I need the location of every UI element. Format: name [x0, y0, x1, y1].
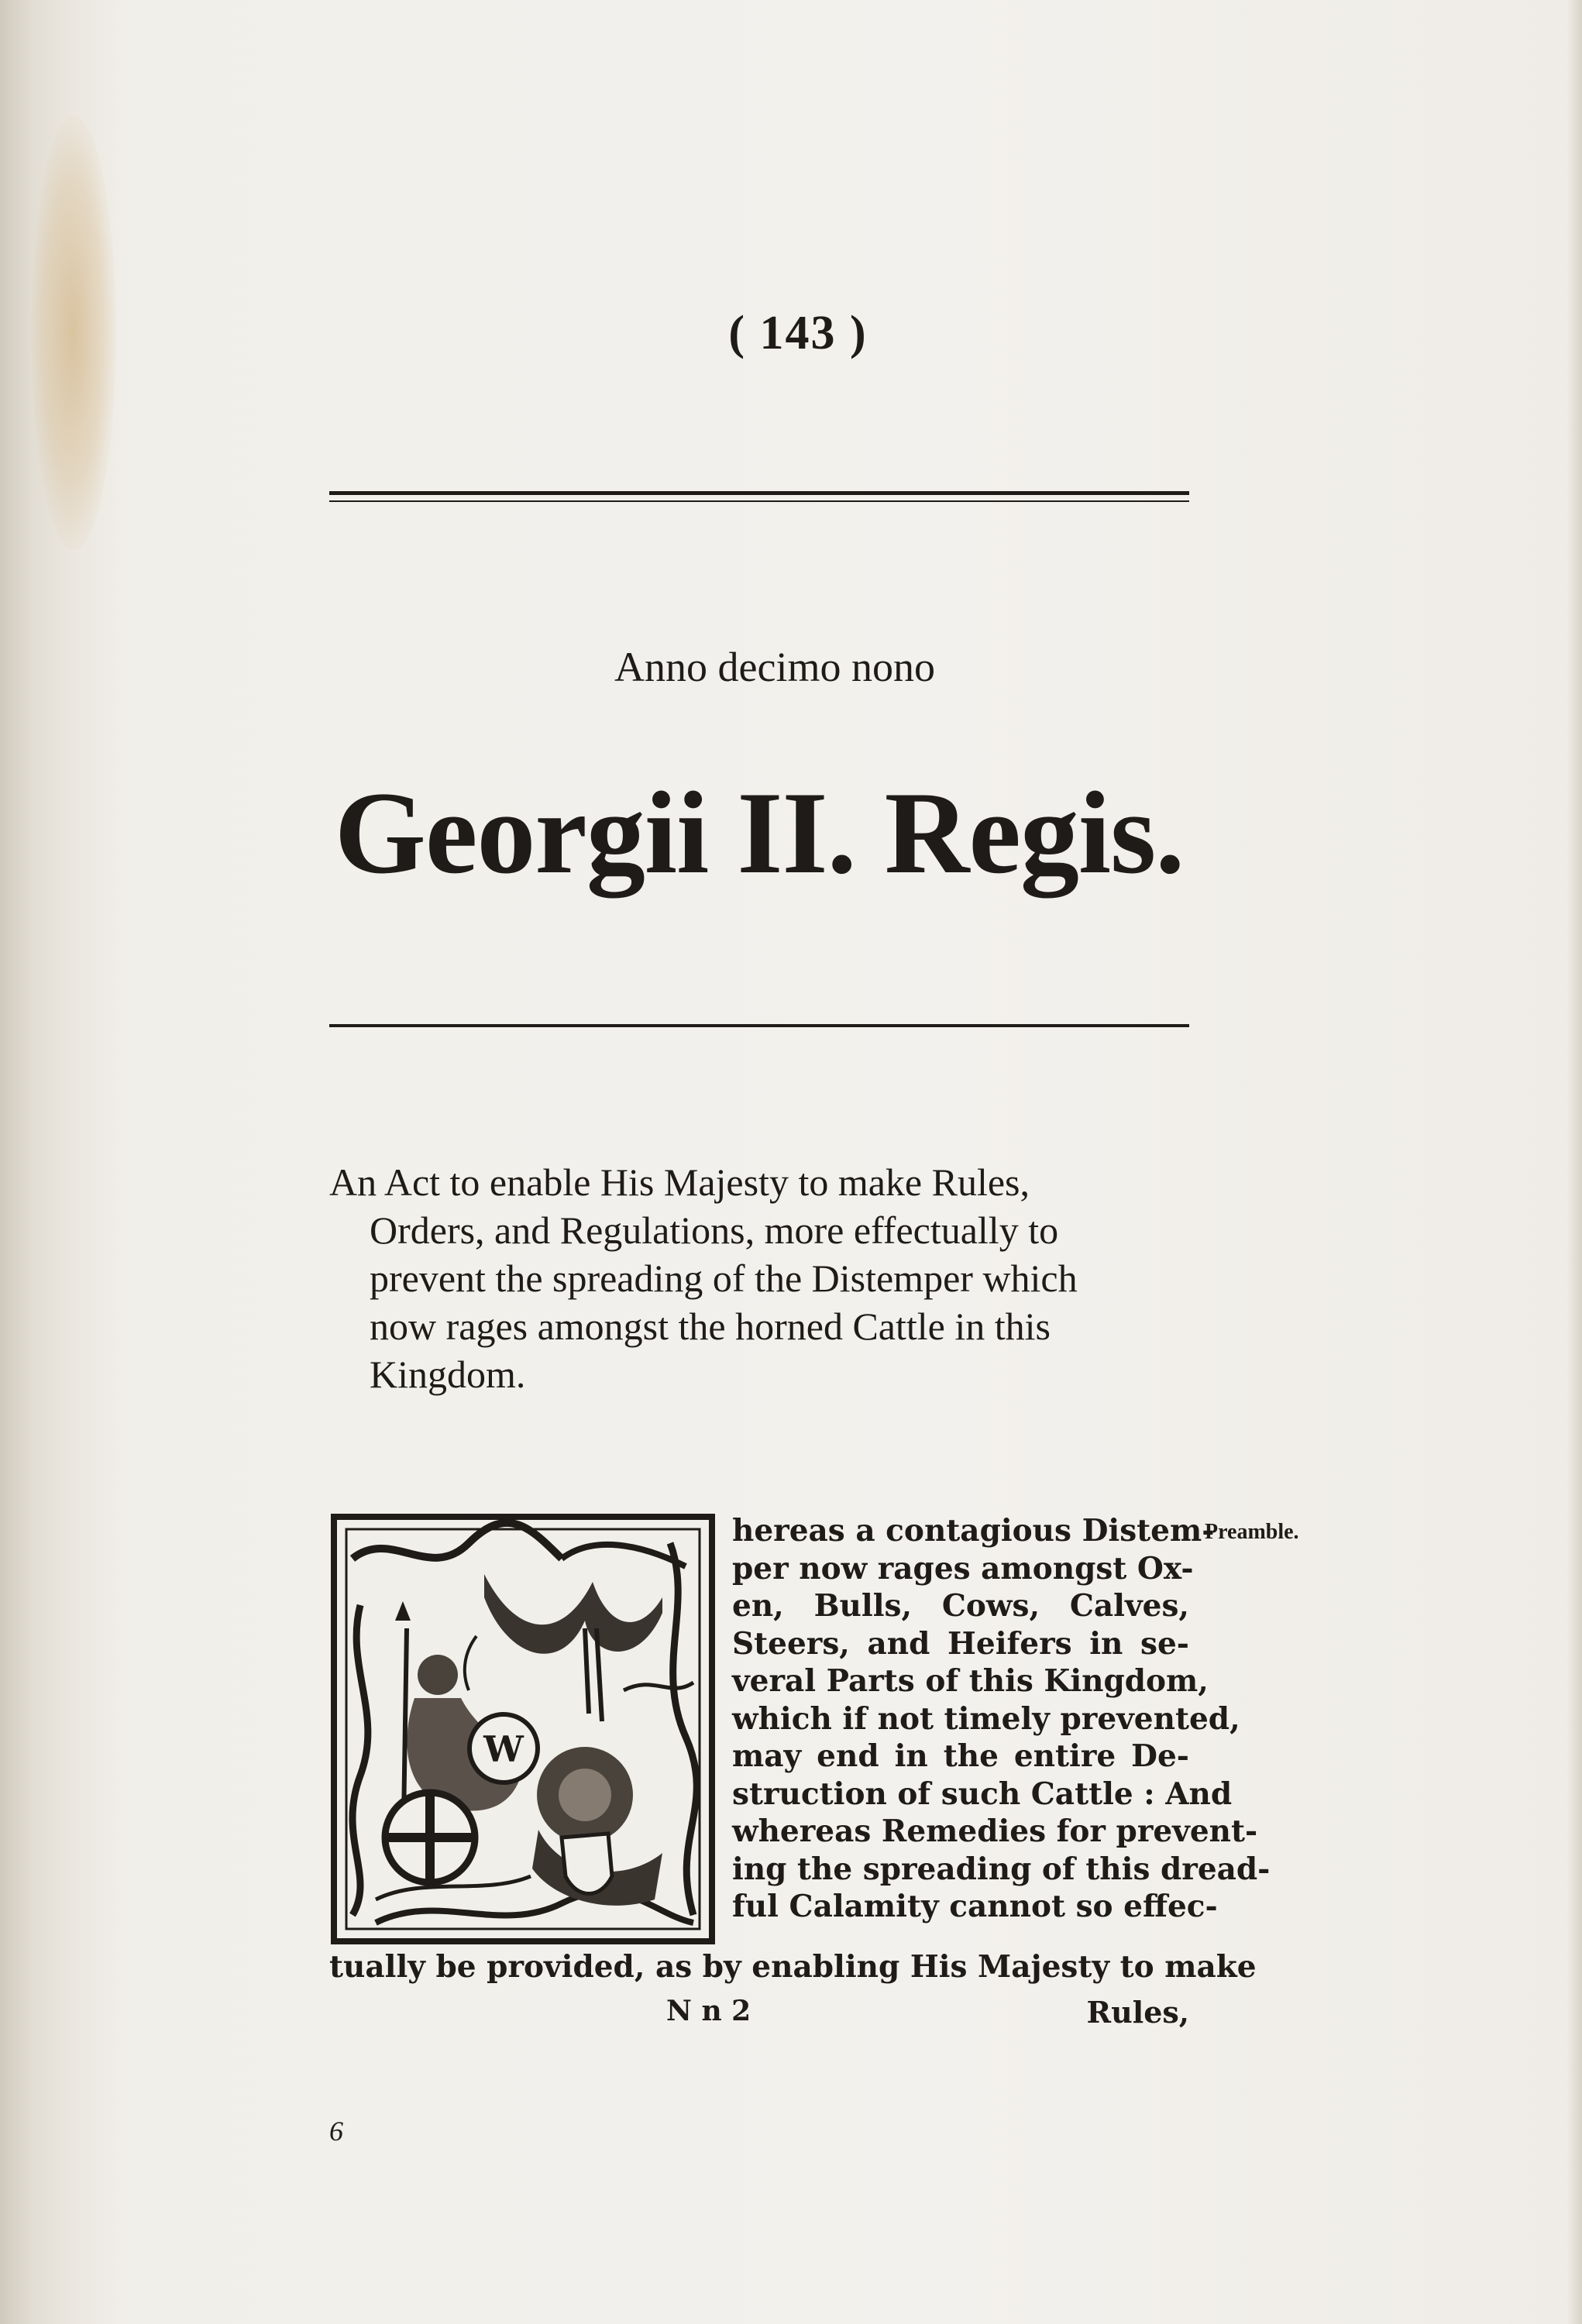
reign-title: Georgii II. Regis. [334, 768, 1185, 898]
foxing-stain [31, 116, 116, 550]
top-double-rule [329, 491, 1189, 502]
preamble-line: which if not timely prevented, [732, 1700, 1240, 1737]
preamble-line: whereas Remedies for prevent- [732, 1813, 1258, 1849]
act-title-line: Orders, and Regulations, more effectually to [370, 1208, 1059, 1252]
catchword: Rules, [1086, 1995, 1189, 2030]
preamble-line: ing the spreading of this dread- [732, 1851, 1271, 1887]
margin-note-preamble: Preamble. [1205, 1520, 1299, 1544]
act-title-line: prevent the spreading of the Distemper which [370, 1257, 1078, 1300]
act-title-line: An Act to enable His Majesty to make Rules, [329, 1160, 1030, 1204]
preamble-line: per now rages amongst Ox- [732, 1550, 1194, 1587]
signature-mark: N n 2 [666, 1995, 751, 2027]
preamble-line: hereas a contagious Distem- [732, 1513, 1215, 1549]
page-number: ( 143 ) [728, 307, 868, 359]
preamble-line: may end in the entire De- [732, 1738, 1189, 1774]
act-title-line: now rages amongst the horned Cattle in this [370, 1305, 1051, 1348]
act-title-line: Kingdom. [370, 1353, 526, 1396]
preamble-line: ful Calamity cannot so effec- [732, 1889, 1218, 1924]
woodcut-initial-illustration [329, 1512, 717, 1946]
initial-letter: W [483, 1728, 524, 1770]
preamble-line: struction of such Cattle : And [732, 1776, 1233, 1812]
year-line: Anno decimo nono [614, 644, 935, 690]
title-rule [329, 1024, 1189, 1027]
gathering-number: 6 [329, 2116, 343, 2147]
preamble-full-line: tually be provided, as by enabling His Majesty to make [329, 1949, 1257, 1985]
page-edge-shadow [1567, 0, 1582, 2324]
act-title [329, 1158, 1189, 1398]
preamble-line: Steers, and Heifers in se- [732, 1625, 1189, 1662]
preamble-line: veral Parts of this Kingdom, [732, 1663, 1209, 1699]
preamble-line: en, Bulls, Cows, Calves, [732, 1588, 1189, 1624]
